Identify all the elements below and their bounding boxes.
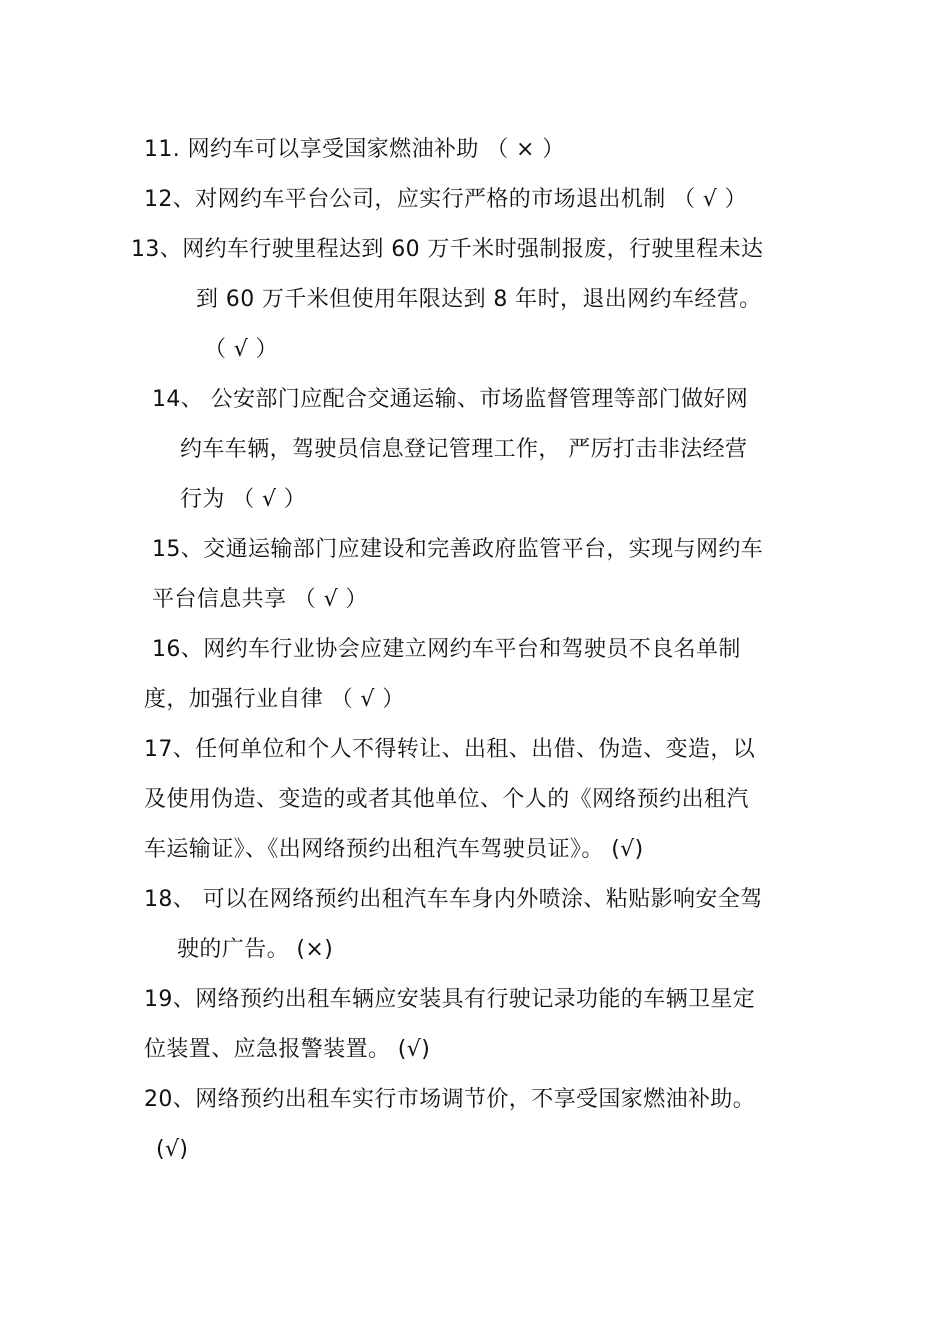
question-16-line-1: 16、网约车行业协会应建立网约车平台和驾驶员不良名单制 [152, 637, 741, 662]
question-11-line-1: 11. 网约车可以享受国家燃油补助 （ × ） [144, 137, 565, 162]
question-17-line-1: 17、任何单位和个人不得转让、出租、出借、伪造、变造，以 [144, 737, 756, 762]
question-19-line-2: 位装置、应急报警装置。 (√) [144, 1037, 431, 1062]
question-16-line-2: 度，加强行业自律 （ √ ） [144, 687, 405, 712]
question-18-line-1: 18、 可以在网络预约出租汽车车身内外喷涂、粘贴影响安全驾 [144, 887, 763, 912]
question-14-line-2: 约车车辆，驾驶员信息登记管理工作， 严厉打击非法经营 [180, 437, 748, 462]
question-20-line-1: 20、网络预约出租车实行市场调节价，不享受国家燃油补助。 [144, 1087, 756, 1112]
question-14-line-1: 14、 公安部门应配合交通运输、市场监督管理等部门做好网 [152, 387, 749, 412]
question-20-line-2: (√) [156, 1137, 189, 1162]
question-18-line-2: 驶的广告。 (×) [177, 937, 334, 962]
question-14-line-3: 行为 （ √ ） [180, 487, 307, 512]
question-13-line-2: 到 60 万千米但使用年限达到 8 年时，退出网约车经营。 [196, 287, 762, 312]
question-15-line-1: 15、交通运输部门应建设和完善政府监管平台，实现与网约车 [152, 537, 764, 562]
question-13-line-1: 13、网约车行驶里程达到 60 万千米时强制报废，行驶里程未达 [131, 237, 764, 262]
question-13-line-3: （ √ ） [204, 337, 279, 362]
question-17-line-2: 及使用伪造、变造的或者其他单位、个人的《网络预约出租汽 [144, 787, 749, 812]
question-19-line-1: 19、网络预约出租车辆应安装具有行驶记录功能的车辆卫星定 [144, 987, 756, 1012]
question-15-line-2: 平台信息共享 （ √ ） [152, 587, 368, 612]
question-12-line-1: 12、对网约车平台公司，应实行严格的市场退出机制 （ √ ） [144, 187, 747, 212]
question-17-line-3: 车运输证》、《出网络预约出租汽车驾驶员证》。 (√) [144, 837, 644, 862]
